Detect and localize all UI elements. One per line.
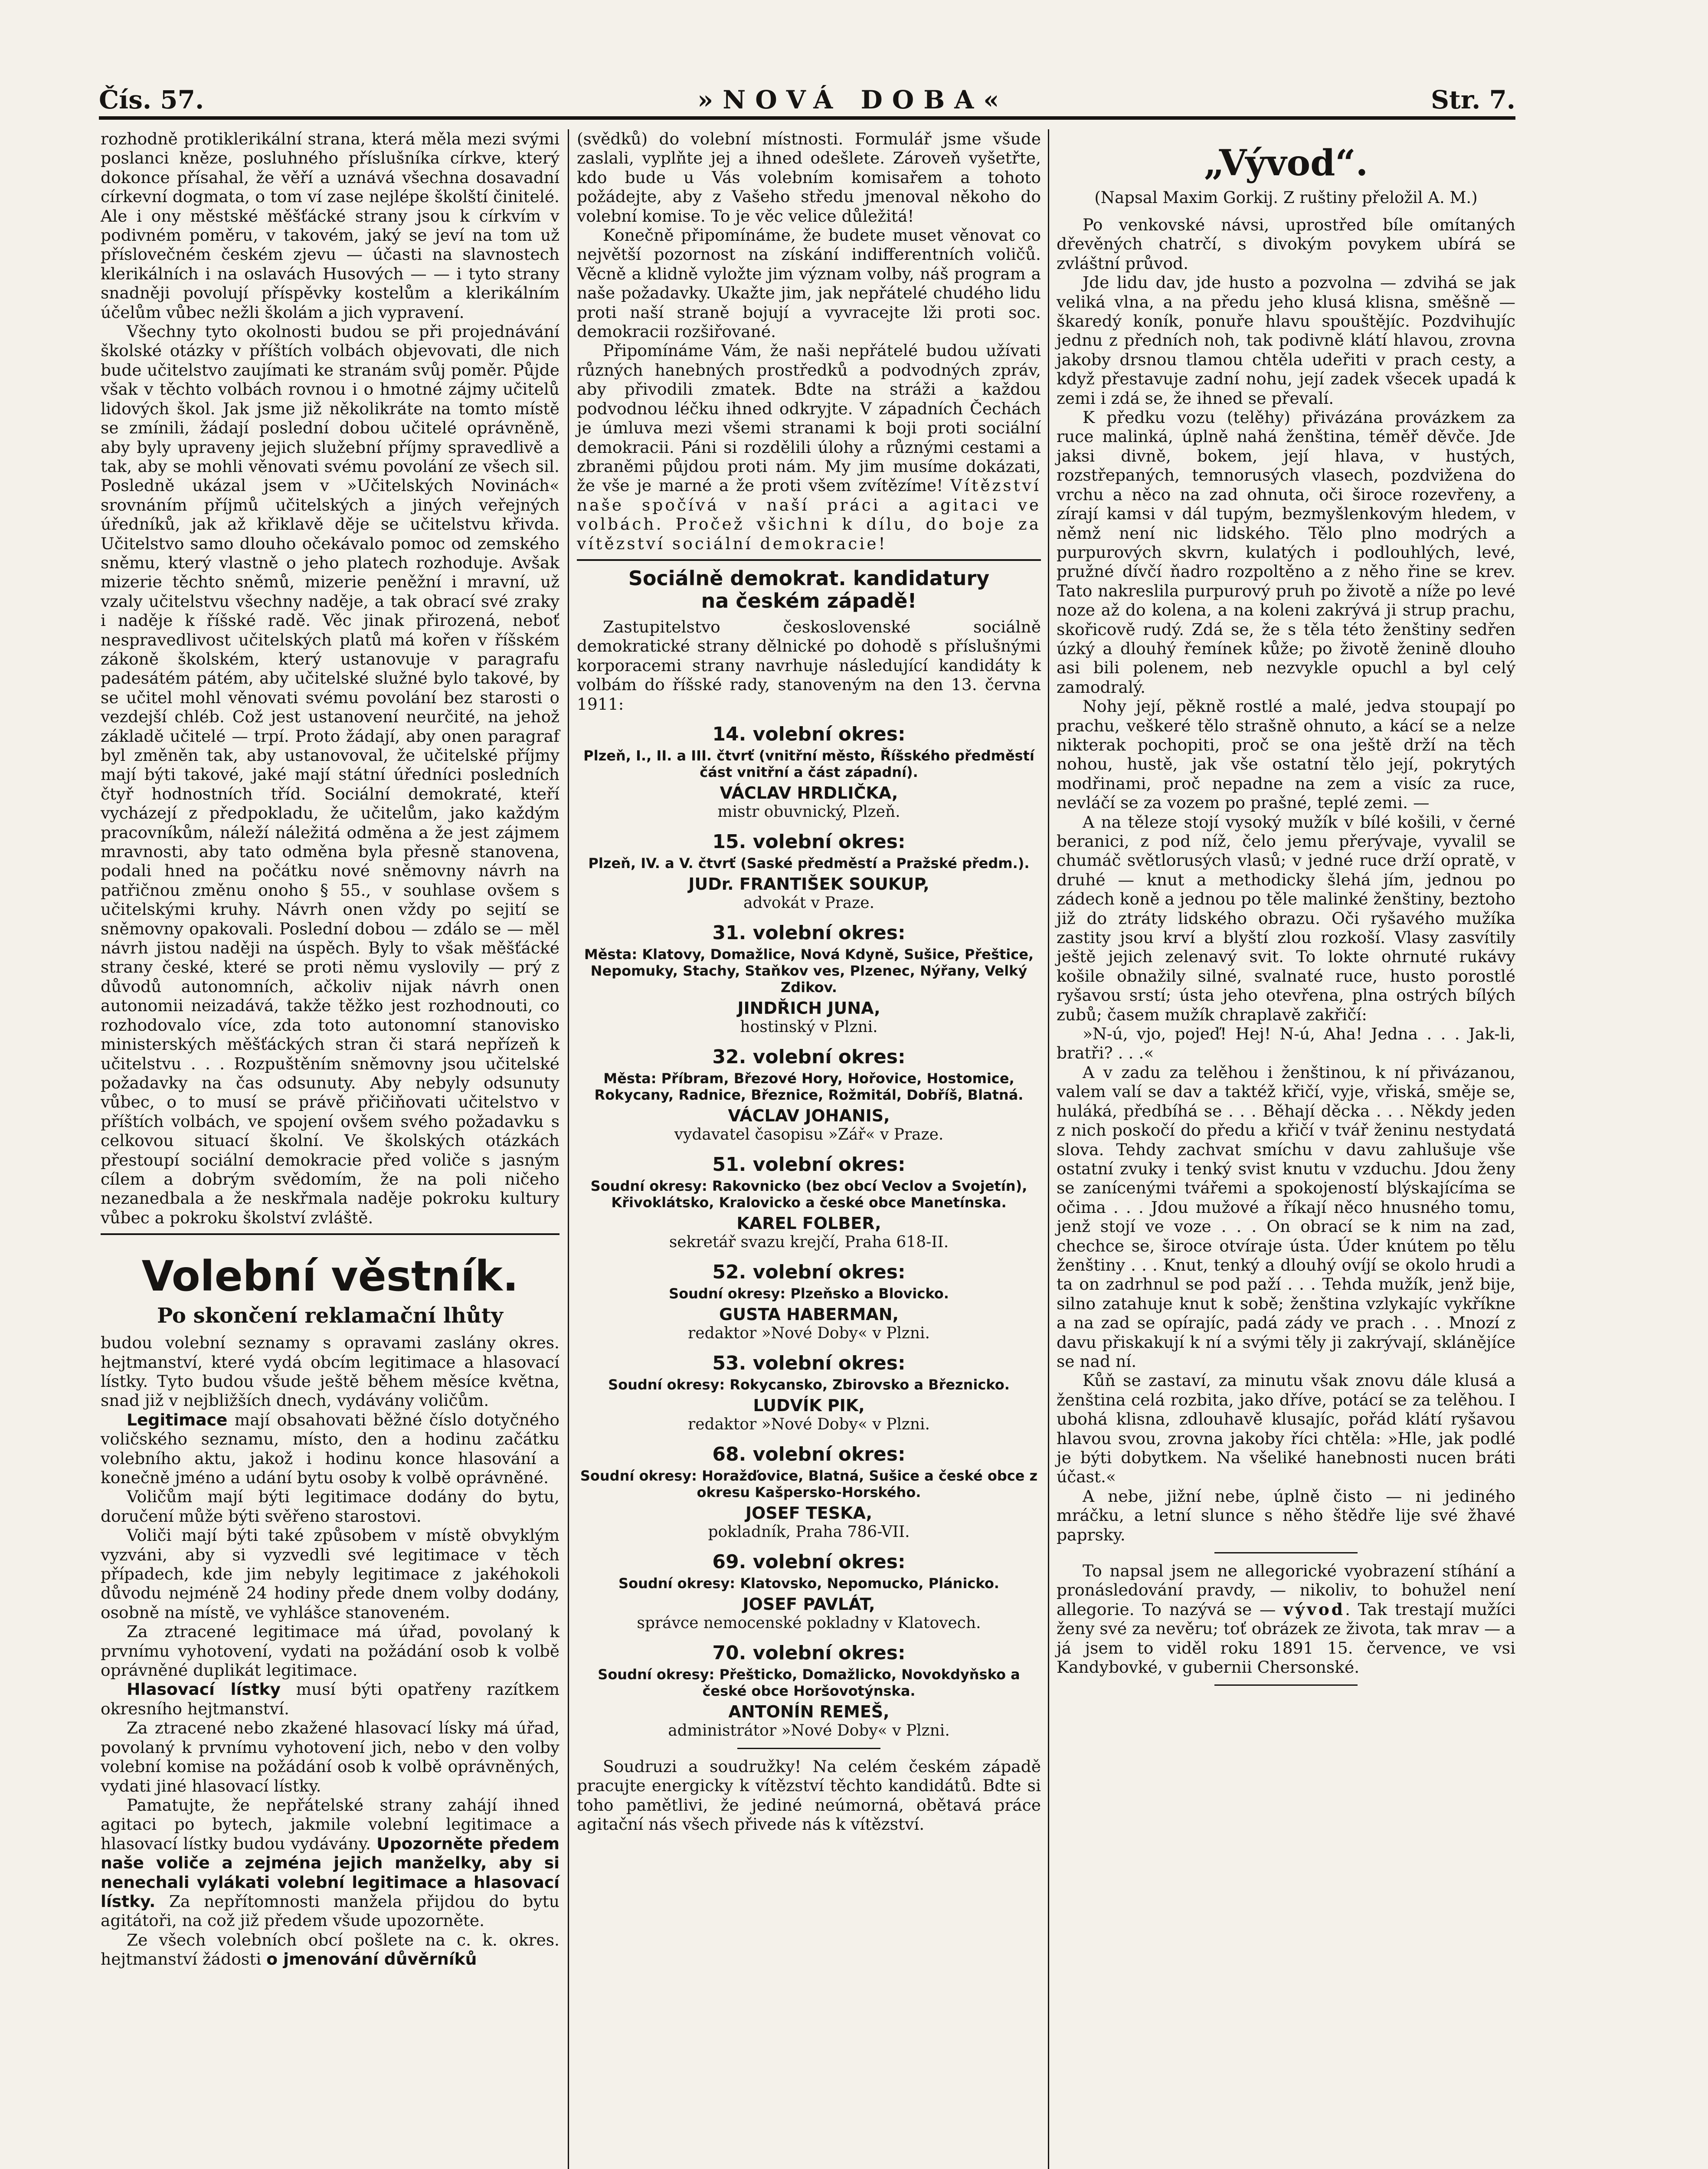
district-label: 32. volební okres: — [712, 1045, 906, 1068]
header-rule — [99, 116, 1515, 120]
bold-warning: Upozorněte předem naše voliče a zejména jejich manželky, aby si nenechali vylákati volební legitimace a hlasovací lístky. — [101, 1834, 560, 1911]
story-title: „Vývod“. — [1204, 142, 1368, 184]
article-text: Voličům mají býti legitimace dodány do bytu, doručení může býti svěřeno starostovi. — [101, 1487, 560, 1526]
candidate-name: VÁCLAV HRDLIČKA, — [720, 783, 898, 803]
issue-number: Čís. 57. — [99, 85, 204, 115]
newspaper-name: »NOVÁ DOBA« — [697, 85, 1009, 115]
article-text: Hlasovací lístky musí býti opatřeny razítkem okresního hejtmanství. — [101, 1680, 560, 1718]
district-label: 14. volební okres: — [712, 723, 906, 745]
candidate-description: advokát v Praze. — [743, 894, 875, 912]
candidate-name: JOSEF PAVLÁT, — [743, 1594, 875, 1614]
story-text: K předku vozu (telěhy) přivázána provázkem za ruce malinká, úplně nahá ženština, téměř děvče. Jde jaksi divně, bokem, její hlava, v hustých, rozstřepaných, temnorusých vlasech, pozdvižena do vrchu a něco na zad ohnuta, oči široce rozevřeny, a zírají kamsi v dál tupým, bezmyšlenkovým hledem, v němž není nic lidského. Tělo plno modrých a purpurových skvrn, kulatých i podlouhlých, levé, pružné dívčí ňadro rozpoltěno a z něho řine se krev. Tato nakreslila purpurový pruh po životě a níže po levé noze až do kolena, a na koleni zakrývá ji strup prachu, skořicově rudý. Zdá se, že s těla této ženštiny sedřen úzký a dlouhý řemínek kůže; po životě ženině dlouho asi bili polenem, neb nezvykle opuchl a byl celý zamodralý. — [1057, 408, 1515, 697]
district-entry — [577, 922, 1041, 1036]
divider — [737, 1748, 880, 1749]
candidate-description: redaktor »Nové Doby« v Plzni. — [688, 1324, 930, 1342]
story-text: To napsal jsem ne allegorické vyobrazení stíhání a pronásledování pravdy, — nikoliv, to bohužel není allegorie. To nazývá se — vývod. Tak trestají mužíci ženy své za nevěru; toť obrázek ze života, tak mrav — a já jsem to viděl roku 1891 15. července, ve vsi Kandybovké, v gubernii Chersonské. — [1057, 1561, 1515, 1677]
district-places: Soudní okresy: Klatovsko, Nepomucko, Plánicko. — [618, 1575, 999, 1592]
candidate-description: pokladník, Praha 786-VII. — [708, 1523, 910, 1541]
candidate-description: správce nemocenské pokladny v Klatovech. — [637, 1614, 981, 1632]
page-number: Str. 7. — [1431, 85, 1515, 115]
story-text: Kůň se zastaví, za minutu však znovu dále klusá a ženština celá rozbita, jako dříve, potácí se za telěhou. I ubohá klisna, zdlouhavě klusajíc, pořád klátí ryšavou hlavou svou, zrovna jakoby říci chtěla: »Hle, jak podlé je býti dobytkem. Na všeliké hanebnosti nucen bráti účast.« — [1057, 1371, 1515, 1487]
story-text: A v zadu za telěhou i ženštinou, k ní přivázanou, valem valí se dav a taktéž křičí, vyje, vřiská, směje se, huláká, předbíhá se . . . Běhají děcka . . . Někdy jeden z nich poskočí do předu a křičí v tvář ženinu nestydatá slova. Tehdy zachvat smíchu v davu zahlušuje vše ostatní zvuky i tenký svist knutu v vzduchu. Jdou ženy se zanícenými tvářemi a spokojeností blýskajícíma se očima . . . Jdou mužové a říkají něco hnusného tomu, jenž stojí ve voze . . . On obrací se k nim na zad, chechce se, široce otvíraje ústa. Úder knútem po tělu ženštiny . . . Knut, tenký a dlouhý ovíjí se okolo hrudi a ta on zadrhnul se pod paží . . . Tehda mužík, jenž bije, silno zatahuje knut k sobě; ženština vzlykajíc vykříkne a na zad se opírajíc, padá zády ve prach . . . Mnozí z davu přiskakují k ní a svými těly ji zakrývají, sklánějíce se nad ní. — [1057, 1062, 1515, 1371]
district-label: 69. volební okres: — [712, 1550, 906, 1573]
district-places: Soudní okresy: Rokycansko, Zbirovsko a Březnicko. — [608, 1376, 1010, 1393]
district-places: Soudní okresy: Plzeňsko a Blovicko. — [669, 1285, 949, 1302]
district-label: 15. volební okres: — [712, 830, 906, 853]
section-title-volebni-vestnik: Volební věstník. — [141, 1252, 519, 1301]
spaced-emphasis: vývod — [1283, 1599, 1345, 1619]
district-label: 70. volební okres: — [712, 1641, 906, 1664]
story-text: »N-ú, vjo, pojeď! Hej! N-ú, Aha! Jedna . . . Jak-li, bratři? . . .« — [1057, 1024, 1515, 1063]
candidate-description: vydavatel časopisu »Zář« v Praze. — [674, 1125, 944, 1143]
district-label: 31. volební okres: — [712, 921, 906, 944]
candidates-intro: Zastupitelstvo československé sociálně demokratické strany dělnické po dohodě s příslušnými korporacemi strany navrhuje následující kandidáty k volbám do říšské rady, stanoveným na den 13. června 1911: — [577, 617, 1041, 714]
article-text: Všechny tyto okolnosti budou se při projednávání školské otázky v příštích volbách objevovati, dle nich bude učitelstvo zaujímati ke stranám svůj poměr. Půjde však v těchto volbách rovnou i o hmotné zájmy učitelů lidových škol. Jak jsme již několikráte na tomto místě se zmínili, žádají poslední dobou učitelé oprávněně, aby byly upraveny jejich služební příjmy spravedlivě a tak, aby se mohli věnovati svému povolání ze všech sil. Posledně ukázal jsem v »Učitelských Novinách« srovnáním příjmů učitelských a jiných veřejných úředníků, jak až křiklavě děje se učitelstvu křivda. Učitelstvo samo dlouho očekávalo pomoc od zemského sněmu, který vlastně o jeho platech rozhoduje. Avšak mizerie těchto sněmů, mizerie peněžní i mravní, už vzaly učitelstvu všechny naděje, a tak obrací své zraky i naděje k říšské radě. Věc jinak přirozená, neboť nespravedlivost učitelských platů má kořen v říšském zákoně školském, který ustanovuje v paragrafu padesátém pátém, aby učitelské služné bylo takové, by se učitel mohl věnovati svému povolání bez starosti o vezdejší chléb. Což jest ustanovení neurčité, na jehož základě učitelé — trpí. Proto žádají, aby onen paragraf byl změněn tak, aby ustanovoval, že učitelské příjmy mají býti takové, jaké mají státní úředníci posledních čtyř hodnostních tříd. Sociální demokraté, kteří vycházejí z předpokladu, že učitelům, jako každým pracovníkům, náleží náležitá odměna a že jest zájmem mravnosti, aby tato odměna byla přesně stanovena, podali hned na počátku nové sněmovny návrh na patřičnou změnu onoho § 55., v souhlase ovšem s učitelskými kruhy. Návrh onen vždy po sejití se sněmovny opakovali. Poslední dobou — zdálo se — měl návrh jistou naději na úspěch. Byly to však měšťácké strany české, které se proti němu vyslovily — prý z důvodů autonomních, ačkoliv nijak návrh onen autonomii neizadává, takže těžko jest rozhodnouti, co rozhodovalo více, zda toto autonomní stanovisko ministerských měšťáckých stran či stará nepřízeň k učitelstvu . . . Rozpuštěním sněmovny jsou učitelské požadavky na čas odsunuty. Aby nebyly odsunuty vůbec, o to musí se právě přičiňovati učitelstvo v příštích volbách, ve spojení ovšem svého požadavku s celkovou situací školní. Ve školských otázkách přestoupí sociální demokracie před voliče s jasným cílem a dobrým svědomím, že na poli ničeho nezanedbala a že neskřmala naděje pokroku kultury vůbec a pokroku školství zvláště. — [101, 322, 560, 1227]
divider — [1214, 1552, 1358, 1553]
candidate-name: JUDr. FRANTIŠEK SOUKUP, — [688, 874, 929, 894]
spaced-emphasis: Vítězství naše spočívá v naší práci a agitaci ve volbách. Pročež všichni k dílu, do boje za vítězství sociální demokracie! — [577, 476, 1041, 553]
district-places: Města: Příbram, Březové Hory, Hořovice, Hostomice, Rokycany, Radnice, Březnice, Rožmitál, Dobříš, Blatná. — [594, 1070, 1024, 1103]
article-text: budou volební seznamy s opravami zaslány okres. hejtmanství, které vydá obcím legitimace a hlasovací lístky. Tyto budou všude ještě během měsíce května, snad již v nejbližších dnech, vydávány voličům. — [101, 1333, 560, 1410]
district-places: Soudní okresy: Horažďovice, Blatná, Sušice a české obce z okresu Kašpersko-Horského. — [580, 1467, 1038, 1501]
divider — [1214, 1684, 1358, 1686]
district-entry — [577, 831, 1041, 912]
candidate-description: administrátor »Nové Doby« v Plzni. — [668, 1721, 950, 1740]
section-rule — [577, 559, 1041, 561]
candidate-name: JINDŘICH JUNA, — [737, 998, 880, 1018]
candidate-description: hostinský v Plzni. — [740, 1018, 878, 1036]
district-entry — [577, 1642, 1041, 1740]
district-places: Plzeň, I., II. a III. čtvrť (vnitřní město, Říšského předměstí část vnitřní a část západní). — [583, 747, 1034, 780]
bold-lead: Hlasovací lístky — [127, 1680, 281, 1699]
article-text: rozhodně protiklerikální strana, která měla mezi svými poslanci kněze, posluhného příslušníka církve, který dokonce přísahal, že věří a uznává všechna dosavadní církevní dogmata, o tom ví zase nejlépe školští činitelé. Ale i ony městské měšťácké strany jsou k církvím v podivném poměru, v takovém, jaký se jeví na tom už příslovečném českém zjevu — účasti na slavnostech klerikálních i na oslavách Husových — — i tyto strany snadněji povolují příspěvky kostelům a klerikálním účelům vůbec nežli školám a jich vypravení. — [101, 129, 560, 322]
district-list — [577, 723, 1041, 1740]
article-text: Za ztracené legitimace má úřad, povolaný k prvnímu vyhotovení, vydati na požádání osob k volbě oprávněné duplikát legitimace. — [101, 1622, 560, 1680]
candidate-description: mistr obuvnický, Plzeň. — [717, 803, 900, 821]
candidate-name: JOSEF TESKA, — [745, 1503, 873, 1523]
candidate-name: LUDVÍK PIK, — [753, 1396, 865, 1415]
column-1 — [101, 129, 560, 1969]
district-places: Soudní okresy: Rakovnicko (bez obcí Veclov a Svojetín), Křivoklátsko, Kralovicko a české obce Manetínska. — [590, 1177, 1027, 1211]
district-entry — [577, 1046, 1041, 1144]
masthead — [99, 85, 1515, 113]
candidate-name: GUSTA HABERMAN, — [719, 1304, 899, 1324]
article-text: Připomínáme Vám, že naši nepřátelé budou užívati různých hanebných prostředků a podvodných zpráv, aby přivodili zmatek. Bdte na stráži a každou podvodnou léčku ihned odkryjte. V západních Čechách je úmluva mezi všemi stranami k boji proti sociální demokracii. Páni si rozdělili úlohy a různými cestami a zbraněmi půjdou proti nám. My jim musíme dokázati, že vše je marné a že proti všem zvítězíme! Vítězství naše spočívá v naší práci a agitaci ve volbách. Pročež všichni k dílu, do boje za vítězství sociální demokracie! — [577, 341, 1041, 553]
story-text: A na těleze stojí vysoký mužík v bílé košili, v černé beranici, z pod níž, čelo jemu přerývaje, vyvalil se chumáč světlorusých vlasů; v jedné ruce drží opratě, v druhé — knut a methodicky šlehá jím, jednou po zádech koně a jednou po těle malinké ženštiny, beztoho již do ztráty lidského obrazu. Oči ryšavého mužíka zastity jsou krví a blyští zlou rozkoší. Vlasy zasvítily ještě jejich zelenavý svit. To lokte ohrnuté rukávy košile obnažily silné, svalnaté ruce, husto porostlé ryšavou srstí; ústa jeho otevřena, plna ostrých bílých zubů; časem mužík chraplavě zakřičí: — [1057, 812, 1515, 1024]
story-author: (Napsal Maxim Gorkij. Z ruštiny přeložil A. M.) — [1094, 188, 1478, 207]
story-text: Nohy její, pěkně rostlé a malé, jedva stoupají po prachu, veškeré tělo strašně ohnuto, a kácí se a nelze nikterak pochopiti, proč se ona ještě drží na těch nohou, hustě, jak vše ostatní tělo její, pokrytých modřinami, proč nepadne na zem a visíc za ruce, nevláčí se za vozem po prašné, teplé zemi. — — [1057, 697, 1515, 813]
candidate-name: ANTONÍN REMEŠ, — [728, 1702, 890, 1721]
column-divider-right — [1048, 129, 1049, 2169]
candidate-name: VÁCLAV JOHANIS, — [728, 1106, 890, 1125]
candidate-description: redaktor »Nové Doby« v Plzni. — [688, 1415, 930, 1433]
closing-appeal: Soudruzi a soudružky! Na celém českém západě pracujte energicky k vítězství těchto kandidátů. Bdte si toho pamětlivi, že jediné neúmorná, obětavá práce agitační nás všech přivede nás k vítězství. — [577, 1756, 1041, 1834]
article-text: Pamatujte, že nepřátelské strany zahájí ihned agitaci po bytech, jakmile volební legitimace a hlasovací lístky budou vydávány. Upozorněte předem naše voliče a zejména jejich manželky, aby si nenechali vylákati volební legitimace a hlasovací lístky. Za nepřítomnosti manžela přijdou do bytu agitátoři, na což již předem všude upozorněte. — [101, 1795, 560, 1930]
candidate-description: sekretář svazu krejčí, Praha 618-II. — [669, 1233, 949, 1251]
bold-lead: Legitimace — [127, 1410, 228, 1429]
candidate-name: KAREL FOLBER, — [736, 1213, 881, 1233]
bold-emphasis: o jmenování důvěrníků — [266, 1949, 477, 1969]
district-label: 68. volební okres: — [712, 1443, 906, 1465]
column-2 — [577, 129, 1041, 1834]
district-label: 52. volební okres: — [712, 1261, 906, 1283]
article-text: Legitimace mají obsahovati běžné číslo dotyčného voličského seznamu, místo, den a hodinu začátku volebního aktu, jakož i hodinu konce hlasování a konečně jméno a udání bytu osoby k volbě oprávněné. — [101, 1410, 560, 1487]
district-label: 51. volební okres: — [712, 1153, 906, 1176]
story-text: A nebe, jižní nebe, úplně čisto — ni jediného mráčku, a letní slunce s něho štědře lije své žhavé paprsky. — [1057, 1486, 1515, 1544]
article-text: Konečně připomínáme, že budete muset věnovat co největší pozornost na získání indifferentních voličů. Věcně a klidně vyložte jim význam volby, náš program a naše požadavky. Ukažte jim, jak nepřátelé chudého lidu proti naší straně bojují a vyvracejte lži proti soc. demokracii rozšiřované. — [577, 226, 1041, 341]
story-text: Po venkovské návsi, uprostřed bíle omítaných dřevěných chatrčí, s divokým povykem ubírá se zvláštní průvod. — [1057, 215, 1515, 273]
section-rule — [101, 1233, 560, 1235]
district-places: Plzeň, IV. a V. čtvrť (Saské předměstí a Pražské předm.). — [588, 855, 1030, 872]
district-entry — [577, 1261, 1041, 1343]
district-places: Soudní okresy: Přešticko, Domažlicko, Novokdyňsko a české obce Horšovotýnska. — [598, 1666, 1020, 1699]
article-text: (svědků) do volební místnosti. Formulář jsme všude zaslali, vyplňte jej a ihned odešlete. Zároveň vyšetřte, kdo bude u Vás volebním komisařem a tohoto požádejte, aby z Vašeho středu jmenoval někoho do volební komise. To je věc velice důležitá! — [577, 129, 1041, 226]
district-entry — [577, 1443, 1041, 1541]
article-text: Za ztracené nebo zkažené hlasovací lísky má úřad, povolaný k prvnímu vyhotovení jich, nebo v den volby volební komise na požádání osob k volbě oprávněných, vydati jiné hlasovací lístky. — [101, 1718, 560, 1795]
story-text: Jde lidu dav, jde husto a pozvolna — zdvihá se jak veliká vlna, a na předu jeho klusá klisna, směšně — škaredý koník, ponuře hlavu spouštějíc. Pozdvihujíc jednu z předních noh, tak podivně klátí hlavou, zrovna jakoby drsnou tlamou chtěla udeřiti v prach cesty, a když přestavuje zadní nohu, její zadek všecek upadá k zemi i zdá se, že ihned se převalí. — [1057, 273, 1515, 408]
candidates-title: Sociálně demokrat. kandidatury na českém západě! — [628, 566, 990, 613]
district-entry — [577, 1551, 1041, 1632]
column-3 — [1057, 129, 1515, 1694]
article-text: Voliči mají býti také způsobem v místě obvyklým vyzváni, aby si vyzvedli své legitimace v těch případech, kde jim nebyly legitimace z jakéhokoli důvodu nejméně 24 hodiny přede dnem volby dodány, osobně na místě, ve vyhlášce stanoveném. — [101, 1526, 560, 1622]
district-entry — [577, 1352, 1041, 1434]
section-subtitle: Po skončení reklamační lhůty — [157, 1304, 503, 1328]
district-entry — [577, 1153, 1041, 1252]
article-text: Ze všech volebních obcí pošlete na c. k. okres. hejtmanství žádosti o jmenování důvěrníků — [101, 1930, 560, 1969]
district-label: 53. volební okres: — [712, 1352, 906, 1374]
district-entry — [577, 723, 1041, 821]
column-divider-left — [568, 129, 569, 2169]
district-places: Města: Klatovy, Domažlice, Nová Kdyně, Sušice, Přeštice, Nepomuky, Stachy, Staňkov ves, Plzenec, Nýřany, Velký Zdikov. — [584, 946, 1034, 996]
